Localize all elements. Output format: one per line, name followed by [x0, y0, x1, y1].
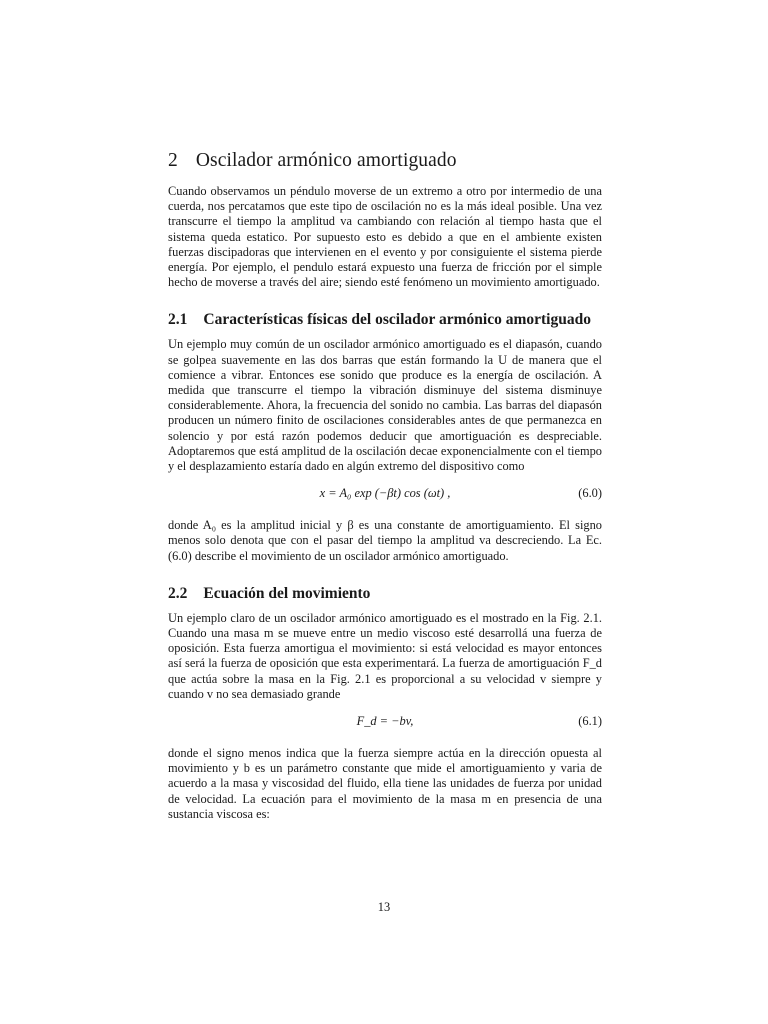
- equation-6-1: [168, 714, 602, 736]
- subsection-number: 2.1: [168, 311, 188, 329]
- equation-body: F_d = −bv,: [356, 714, 414, 729]
- subsection-heading-2-2: [168, 584, 602, 603]
- subsection-2-2-paragraph-2: donde el signo menos indica que la fuerza siempre actúa en la dirección opuesta al movimiento y b es un parámetro constante que mide el amortiguamiento y varia de acuerdo a la masa y viscosidad del fluido, ella tiene las unidades de fuerza por unidad de velocidad. La ecuación para el movimiento de la masa m en presencia de una sustancia viscosa es:: [168, 746, 602, 821]
- subsection-2-1-paragraph-2: donde A₀ es la amplitud inicial y β es una constante de amortiguamiento. El signo menos solo denota que con el pasar del tiempo la amplitud va descreciendo. La Ec. (6.0) describe el movimiento de un oscilador armónico amortiguado.: [168, 518, 602, 563]
- page-number: 13: [377, 900, 391, 914]
- equation-6-0: [168, 486, 602, 508]
- equation-number: (6.1): [578, 714, 602, 729]
- subsection-heading-2-1: [168, 310, 602, 329]
- subsection-2-1-paragraph-1: Un ejemplo muy común de un oscilador armónico amortiguado es el diapasón, cuando se golpea suavemente en las dos barras que están formando la U de manera que el comience a vibrar. Entonces ese sonido que produce es la energía de oscilación. A medida que transcurre el tiempo la vibración disminuye del sistema disminuye considerablemente. Ahora, la frecuencia del sonido no cambia. Las barras del diapasón producen un número finito de oscilaciones considerables antes de que permanezca en solencio y por está razón podemos deducir que amortiguación es despreciable. Adoptaremos que está amplitud de la oscilación decae exponencialmente con el tiempo y el desplazamiento estaría dado en algún extremo del dispositivo como: [168, 337, 602, 474]
- equation-body: x = A₀ exp (−βt) cos (ωt) ,: [319, 486, 451, 501]
- subsection-2-2-paragraph-1: Un ejemplo claro de un oscilador armónico amortiguado es el mostrado en la Fig. 2.1. Cuando una masa m se mueve entre un medio viscoso esté desarrollá una fuerza de oposición. Esta fuerza amortigua el movimiento: si está velocidad es mayor entonces así será la fuerza de oposición que esta experimentará. La fuerza de amortiguación F_d que actúa sobre la masa en la Fig. 2.1 es proporcional a su velocidad v siempre y cuando v no sea demasiado grande: [168, 610, 602, 701]
- section-number: 2: [168, 150, 178, 171]
- page-content: [168, 150, 602, 822]
- subsection-title: Características físicas del oscilador armónico amortiguado: [203, 311, 591, 329]
- section-title: Oscilador armónico amortiguado: [195, 150, 457, 171]
- equation-number: (6.0): [578, 486, 602, 501]
- section-intro-paragraph: Cuando observamos un péndulo moverse de un extremo a otro por intermedio de una cuerda, nos percatamos que este tipo de oscilación no es la más ideal posible. Una vez transcurre el tiempo la amplitud va cambiando con relación al tiempo hasta que el sistema queda estatico. Por supuesto esto es debido a que en el ambiente existen fuerzas discipadoras que intervienen en el evento y por consiguiente el sistema pierde energía. Por ejemplo, el pendulo estará expuesto una fuerza de fricción por el simple hecho de moverse a través del aire; siendo esté fenómeno un movimiento amortiguado.: [168, 184, 602, 290]
- subsection-title: Ecuación del movimiento: [203, 584, 371, 602]
- subsection-number: 2.2: [168, 584, 188, 602]
- section-heading: [168, 150, 602, 172]
